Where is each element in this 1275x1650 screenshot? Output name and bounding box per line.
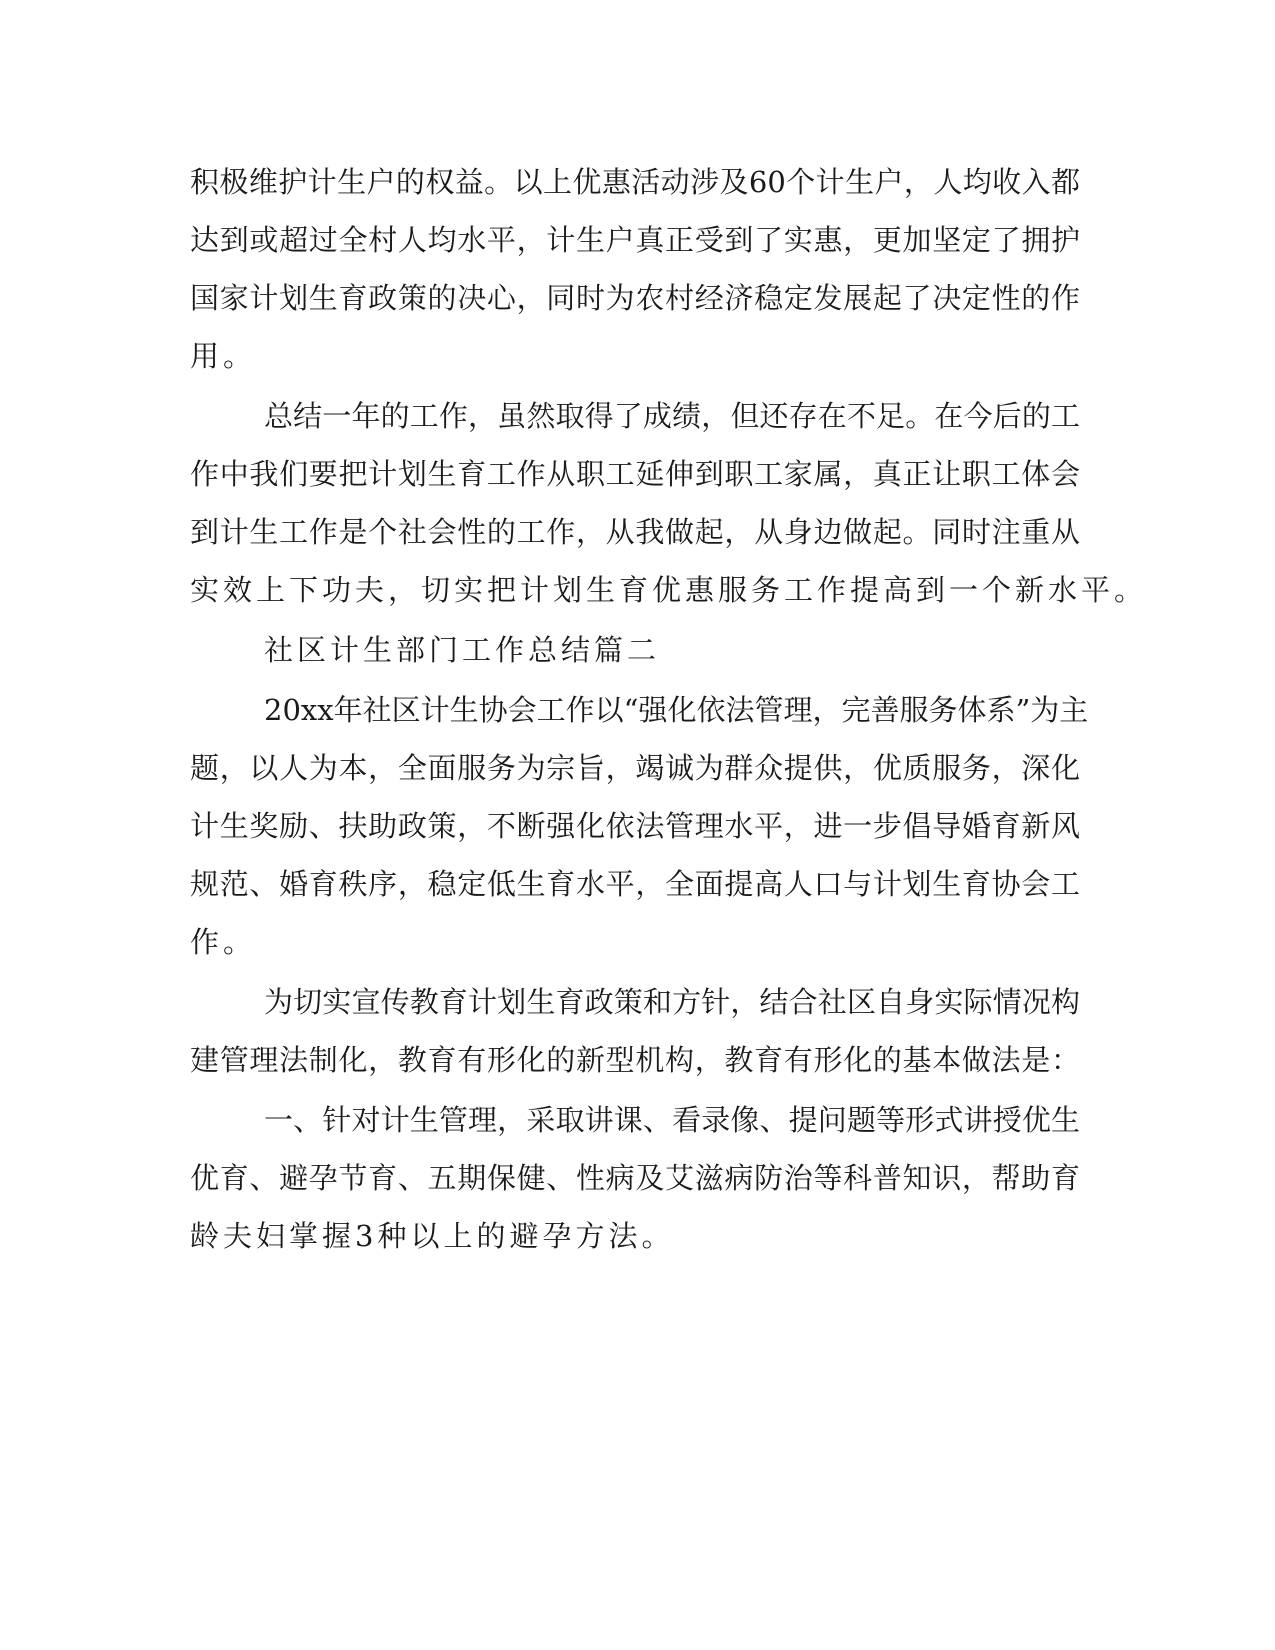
text-line: 一、针对计生管理，采取讲课、看录像、提问题等形式讲授优生 [264, 1103, 1080, 1137]
text-line: 20xx年社区计生协会工作以“强化依法管理，完善服务体系”为主 [264, 693, 1089, 727]
text-line: 总结一年的工作，虽然取得了成绩，但还存在不足。在今后的工 [264, 399, 1080, 433]
text-line: 作。 [190, 925, 257, 959]
text-line: 达到或超过全村人均水平，计生户真正受到了实惠，更加坚定了拥护 [190, 223, 1080, 257]
text-line: 规范、婚育秩序，稳定低生育水平，全面提高人口与计划生育协会工 [190, 867, 1080, 901]
text-line: 计生奖励、扶助政策，不断强化依法管理水平，进一步倡导婚育新风 [190, 809, 1080, 843]
text-line: 用。 [190, 339, 257, 373]
text-line: 实效上下功夫，切实把计划生育优惠服务工作提高到一个新水平。 [190, 573, 1148, 607]
section-heading: 社区计生部门工作总结篇二 [264, 633, 661, 667]
text-line: 建管理法制化，教育有形化的新型机构，教育有形化的基本做法是： [190, 1043, 1080, 1077]
text-line: 作中我们要把计划生育工作从职工延伸到职工家属，真正让职工体会 [190, 457, 1080, 491]
text-line: 国家计划生育政策的决心，同时为农村经济稳定发展起了决定性的作 [190, 281, 1080, 315]
text-line: 龄夫妇掌握3种以上的避孕方法。 [190, 1219, 675, 1253]
text-line: 题，以人为本，全面服务为宗旨，竭诚为群众提供，优质服务，深化 [190, 751, 1080, 785]
text-line: 为切实宣传教育计划生育政策和方针，结合社区自身实际情况构 [264, 985, 1080, 1019]
text-line: 优育、避孕节育、五期保健、性病及艾滋病防治等科普知识，帮助育 [190, 1161, 1080, 1195]
text-line: 积极维护计生户的权益。以上优惠活动涉及60个计生户，人均收入都 [190, 165, 1080, 199]
text-line: 到计生工作是个社会性的工作，从我做起，从身边做起。同时注重从 [190, 515, 1080, 549]
